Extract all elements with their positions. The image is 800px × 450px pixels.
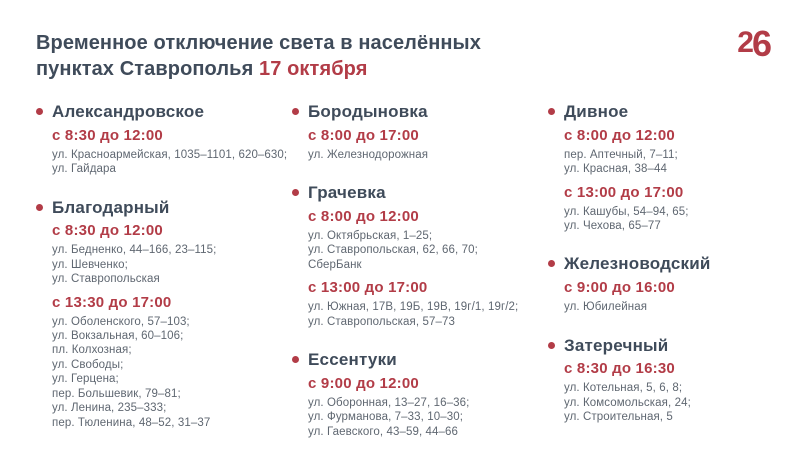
settlement-name-text: Затеречный <box>564 335 669 355</box>
settlement-name <box>292 350 548 370</box>
page-header <box>36 30 710 83</box>
channel-26-logo <box>737 23 770 64</box>
street-line: ул. Вокзальная, 60–106; <box>52 330 184 342</box>
street-line: ул. Октябрьская, 1–25; <box>308 229 433 242</box>
column-1 <box>36 102 292 450</box>
street-line: ул. Ставропольская, 57–73 <box>308 315 455 328</box>
time-range: с 8:30 до 12:00 <box>52 222 163 240</box>
street-line: ул. Фурманова, 7–33, 10–30; <box>308 411 464 424</box>
settlement-entry <box>548 254 788 314</box>
time-slot <box>292 208 548 272</box>
settlement-name <box>292 183 548 203</box>
page-title <box>36 30 710 83</box>
street-line: ул. Бедненко, 44–166, 23–115; <box>52 244 217 257</box>
time-range: с 8:30 до 16:30 <box>564 360 675 378</box>
settlement-name-text: Дивное <box>564 102 629 121</box>
settlement-name <box>548 254 788 274</box>
time-slot <box>292 127 548 162</box>
street-line: ул. Гаевского, 43–59, 44–66 <box>308 425 459 438</box>
time-range: с 9:00 до 12:00 <box>308 374 419 392</box>
street-line: ул. Чехова, 65–77 <box>564 220 661 232</box>
street-line: ул. Железнодорожная <box>308 148 429 161</box>
title-date: 17 октября <box>259 58 368 81</box>
time-range: с 13:30 до 17:00 <box>52 293 172 311</box>
street-line: пл. Колхозная; <box>52 344 132 357</box>
time-slot <box>36 294 292 431</box>
column-3 <box>548 102 788 450</box>
settlement-name-text: Бородыновка <box>308 102 428 121</box>
street-line: ул. Герцена; <box>52 373 119 386</box>
street-line: ул. Ленина, 235–333; <box>52 402 167 415</box>
column-2 <box>292 102 548 450</box>
time-range: с 13:00 до 17:00 <box>308 279 428 297</box>
time-slot <box>548 279 788 314</box>
time-slot <box>36 127 292 177</box>
settlement-name <box>548 336 788 356</box>
bullet-icon <box>36 108 43 115</box>
settlement-entry <box>36 198 292 431</box>
bullet-icon <box>548 260 555 267</box>
logo-digit-6: 6 <box>751 23 770 64</box>
bullet-icon <box>36 204 43 211</box>
street-line: ул. Юбилейная <box>564 301 648 314</box>
settlement-name <box>292 102 548 122</box>
street-line: СберБанк <box>308 258 362 271</box>
street-line: ул. Гайдара <box>52 163 116 176</box>
settlement-name <box>36 198 292 218</box>
time-slot <box>548 127 788 177</box>
time-slot <box>292 375 548 439</box>
street-line: ул. Южная, 17В, 19Б, 19В, 19г/1, 19г/2; <box>308 301 519 314</box>
bullet-icon <box>548 342 555 349</box>
street-line: ул. Комсомольская, 24; <box>564 396 691 409</box>
bullet-icon <box>292 189 299 196</box>
outage-columns <box>36 102 788 450</box>
settlement-entry <box>548 102 788 233</box>
bullet-icon <box>548 108 555 115</box>
street-line: ул. Котельная, 5, 6, 8; <box>564 382 683 395</box>
logo-digit-2: 2 <box>737 26 752 59</box>
title-line1: Временное отключение света в населённых <box>36 32 481 54</box>
time-slot <box>292 279 548 329</box>
street-line: ул. Красноармейская, 1035–1101, 620–630; <box>52 148 288 161</box>
time-range: с 9:00 до 16:00 <box>564 279 675 297</box>
street-line: ул. Свободы; <box>52 358 124 371</box>
time-slot <box>36 222 292 286</box>
street-line: ул. Строительная, 5 <box>564 411 673 424</box>
street-line: пер. Большевик, 79–81; <box>52 387 181 400</box>
time-range: с 8:00 до 17:00 <box>308 126 419 144</box>
bullet-icon <box>292 108 299 115</box>
time-slot <box>548 184 788 234</box>
street-line: ул. Ставропольская, 62, 66, 70; <box>308 244 478 257</box>
street-line: пер. Тюленина, 48–52, 31–37 <box>52 416 211 429</box>
settlement-entry <box>292 102 548 162</box>
settlement-entry <box>548 336 788 425</box>
title-line2: пунктах Ставрополья <box>36 58 260 81</box>
settlement-entry <box>292 350 548 439</box>
settlement-name-text: Ессентуки <box>308 350 397 369</box>
street-line: пер. Аптечный, 7–11; <box>564 148 678 161</box>
time-range: с 13:00 до 17:00 <box>564 183 684 201</box>
street-line: ул. Оборонная, 13–27, 16–36; <box>308 396 470 409</box>
settlement-name-text: Благодарный <box>52 197 170 217</box>
settlement-entry <box>292 183 548 329</box>
time-range: с 8:00 до 12:00 <box>564 126 675 144</box>
street-line: ул. Красная, 38–44 <box>564 163 667 176</box>
time-range: с 8:00 до 12:00 <box>308 207 419 225</box>
settlement-name <box>36 102 292 122</box>
street-line: ул. Шевченко; <box>52 258 128 271</box>
street-line: ул. Оболенского, 57–103; <box>52 315 190 328</box>
settlement-name-text: Грачевка <box>308 183 386 203</box>
bullet-icon <box>292 356 299 363</box>
time-range: с 8:30 до 12:00 <box>52 126 163 144</box>
time-slot <box>548 360 788 424</box>
settlement-name-text: Железноводский <box>564 254 711 274</box>
street-line: ул. Кашубы, 54–94, 65; <box>564 205 689 218</box>
settlement-name <box>548 102 788 122</box>
street-line: ул. Ставропольская <box>52 273 160 286</box>
settlement-name-text: Александровское <box>52 102 205 121</box>
settlement-entry <box>36 102 292 177</box>
